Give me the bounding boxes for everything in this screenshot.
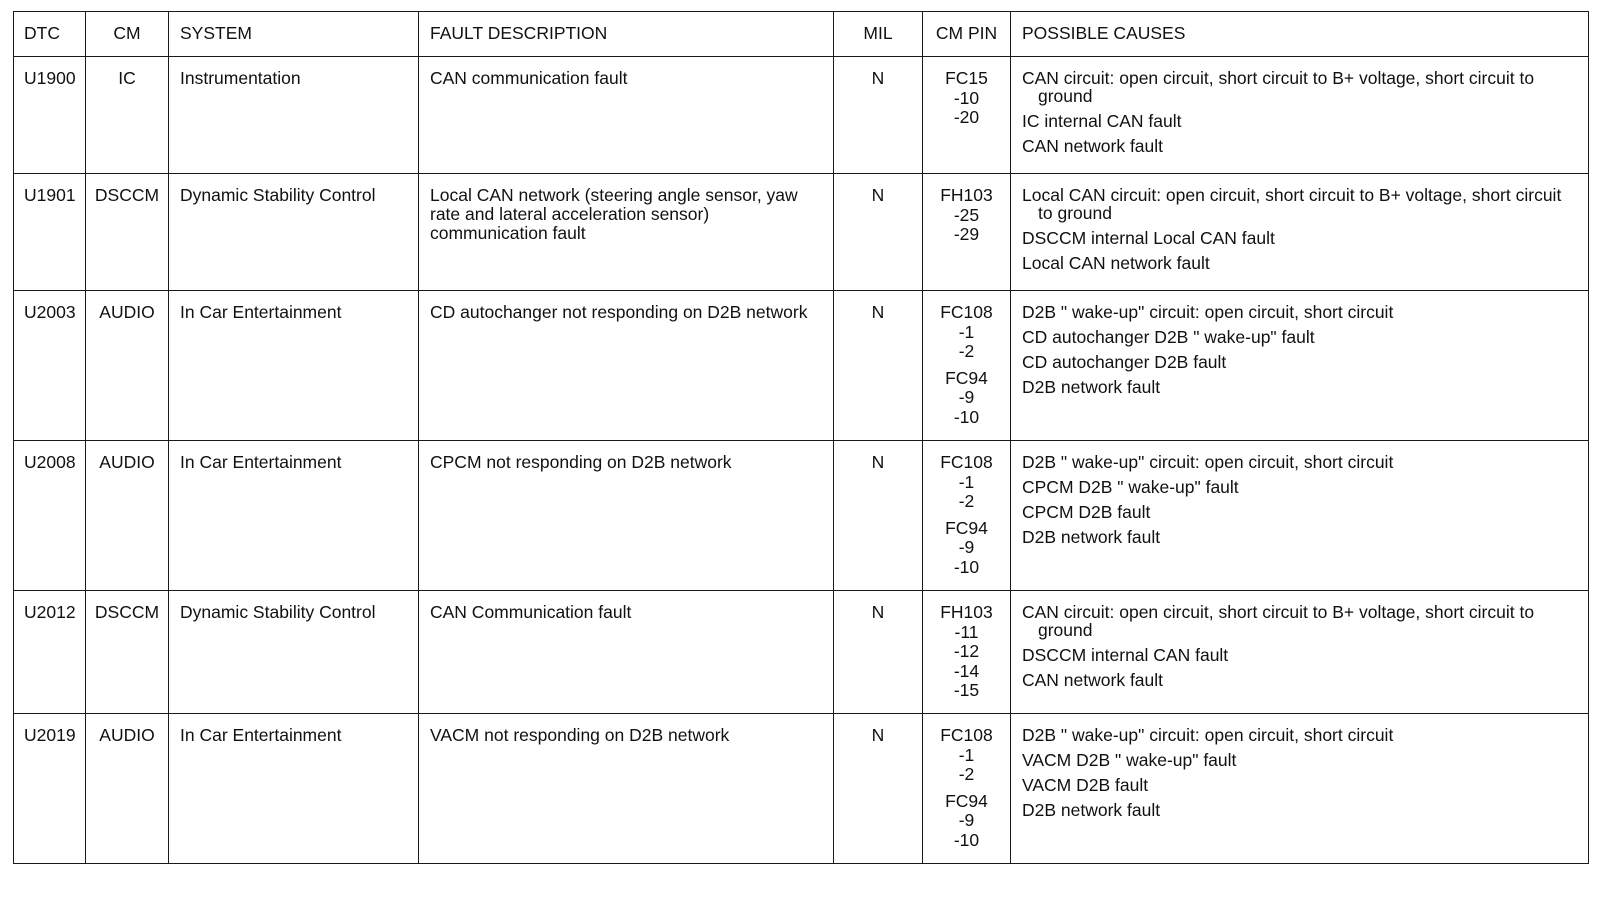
pin-number: -10	[953, 829, 980, 850]
cell-system: Dynamic Stability Control	[169, 591, 419, 714]
pin-connector: FC108	[940, 302, 993, 322]
cell-fault-description: VACM not responding on D2B network	[419, 714, 834, 864]
cause-item: IC internal CAN fault	[1022, 111, 1182, 131]
pin-number: -9	[958, 810, 975, 830]
pin-number: -2	[958, 764, 975, 784]
cause-item: D2B network fault	[1022, 800, 1161, 820]
pin-number: -29	[953, 224, 980, 244]
cell-possible-causes	[1011, 591, 1589, 714]
pin-number: -10	[953, 406, 980, 427]
cause-item: D2B network fault	[1022, 377, 1161, 397]
cell-possible-causes	[1011, 441, 1589, 591]
cell-system: In Car Entertainment	[169, 291, 419, 441]
pin-connector: FC108	[940, 452, 993, 472]
cell-fault-description: CD autochanger not responding on D2B network	[419, 291, 834, 441]
cell-cm-pin	[923, 174, 1011, 291]
cell-possible-causes	[1011, 57, 1589, 174]
cell-cm-pin	[923, 57, 1011, 174]
pin-connector: FC108	[940, 725, 993, 745]
cell-system: In Car Entertainment	[169, 441, 419, 591]
cause-item: D2B " wake-up" circuit: open circuit, short circuit	[1022, 452, 1394, 472]
table-row	[14, 591, 1589, 714]
cause-item: CAN network fault	[1022, 670, 1164, 690]
cell-possible-causes	[1011, 291, 1589, 441]
pin-number: -25	[953, 204, 980, 225]
cell-system: Instrumentation	[169, 57, 419, 174]
cause-item: CAN circuit: open circuit, short circuit to B+ voltage, short circuit to ground	[1022, 68, 1535, 106]
cell-cm-pin	[923, 714, 1011, 864]
pin-number: -9	[958, 537, 975, 557]
cell-cm: DSCCM	[86, 174, 169, 291]
header-fault-description: FAULT DESCRIPTION	[419, 12, 834, 57]
table-header-row	[14, 12, 1589, 57]
cause-item: CD autochanger D2B fault	[1022, 352, 1227, 372]
header-dtc: DTC	[14, 12, 86, 57]
cell-mil: N	[834, 291, 923, 441]
cell-cm-pin	[923, 591, 1011, 714]
pin-connector: FC15	[945, 68, 988, 88]
cause-item: CPCM D2B fault	[1022, 502, 1151, 522]
cell-dtc: U2012	[14, 591, 86, 714]
pin-number: -1	[958, 321, 975, 342]
cell-possible-causes	[1011, 714, 1589, 864]
cell-dtc: U2008	[14, 441, 86, 591]
cell-cm: IC	[86, 57, 169, 174]
pin-connector: FH103	[940, 602, 993, 622]
table-row	[14, 291, 1589, 441]
pin-number: -10	[953, 556, 980, 577]
cell-cm: AUDIO	[86, 291, 169, 441]
table-row	[14, 714, 1589, 864]
cause-item: Local CAN circuit: open circuit, short circuit to B+ voltage, short circuit to ground	[1022, 185, 1562, 223]
cell-possible-causes	[1011, 174, 1589, 291]
pin-number: -9	[958, 387, 975, 407]
cell-cm-pin	[923, 291, 1011, 441]
cause-item: CAN circuit: open circuit, short circuit to B+ voltage, short circuit to ground	[1022, 602, 1535, 640]
cell-mil: N	[834, 714, 923, 864]
cause-item: D2B " wake-up" circuit: open circuit, short circuit	[1022, 302, 1394, 322]
cell-cm-pin	[923, 441, 1011, 591]
cell-system: In Car Entertainment	[169, 714, 419, 864]
cause-item: DSCCM internal Local CAN fault	[1022, 228, 1275, 248]
cell-dtc: U2019	[14, 714, 86, 864]
cell-fault-description: CAN Communication fault	[419, 591, 834, 714]
cell-cm: DSCCM	[86, 591, 169, 714]
header-system: SYSTEM	[169, 12, 419, 57]
cell-cm: AUDIO	[86, 441, 169, 591]
cause-item: VACM D2B fault	[1022, 775, 1149, 795]
cause-item: CD autochanger D2B " wake-up" fault	[1022, 327, 1315, 347]
cell-mil: N	[834, 441, 923, 591]
pin-connector: FC94	[945, 367, 988, 388]
table-row	[14, 174, 1589, 291]
pin-number: -11	[954, 621, 979, 642]
cell-cm: AUDIO	[86, 714, 169, 864]
cause-item: CAN network fault	[1022, 136, 1164, 156]
pin-number: -2	[958, 341, 975, 361]
cell-dtc: U1901	[14, 174, 86, 291]
cell-system: Dynamic Stability Control	[169, 174, 419, 291]
cell-dtc: U2003	[14, 291, 86, 441]
cell-fault-description: CPCM not responding on D2B network	[419, 441, 834, 591]
cause-item: VACM D2B " wake-up" fault	[1022, 750, 1237, 770]
cell-dtc: U1900	[14, 57, 86, 174]
cell-fault-description: CAN communication fault	[419, 57, 834, 174]
pin-connector: FC94	[945, 790, 988, 811]
cell-fault-description: Local CAN network (steering angle sensor, yaw rate and lateral acceleration sensor) communication fault	[419, 174, 834, 291]
table-row	[14, 57, 1589, 174]
cause-item: CPCM D2B " wake-up" fault	[1022, 477, 1239, 497]
pin-number: -1	[958, 744, 975, 765]
cause-item: D2B network fault	[1022, 527, 1161, 547]
pin-number: -10	[953, 87, 980, 108]
pin-number: -15	[953, 680, 980, 700]
pin-number: -2	[958, 491, 975, 511]
header-mil: MIL	[834, 12, 923, 57]
cause-item: DSCCM internal CAN fault	[1022, 645, 1229, 665]
pin-number: -14	[953, 660, 980, 681]
table-row	[14, 441, 1589, 591]
cause-item: D2B " wake-up" circuit: open circuit, short circuit	[1022, 725, 1394, 745]
cause-item: Local CAN network fault	[1022, 253, 1210, 273]
pin-number: -1	[958, 471, 975, 492]
pin-connector: FC94	[945, 517, 988, 538]
cell-mil: N	[834, 591, 923, 714]
header-cm: CM	[86, 12, 169, 57]
pin-number: -20	[953, 107, 980, 127]
dtc-table	[13, 11, 1589, 864]
pin-connector: FH103	[940, 185, 993, 205]
cell-mil: N	[834, 174, 923, 291]
pin-number: -12	[953, 641, 980, 661]
header-cm-pin: CM PIN	[923, 12, 1011, 57]
cell-mil: N	[834, 57, 923, 174]
header-possible-causes: POSSIBLE CAUSES	[1011, 12, 1589, 57]
